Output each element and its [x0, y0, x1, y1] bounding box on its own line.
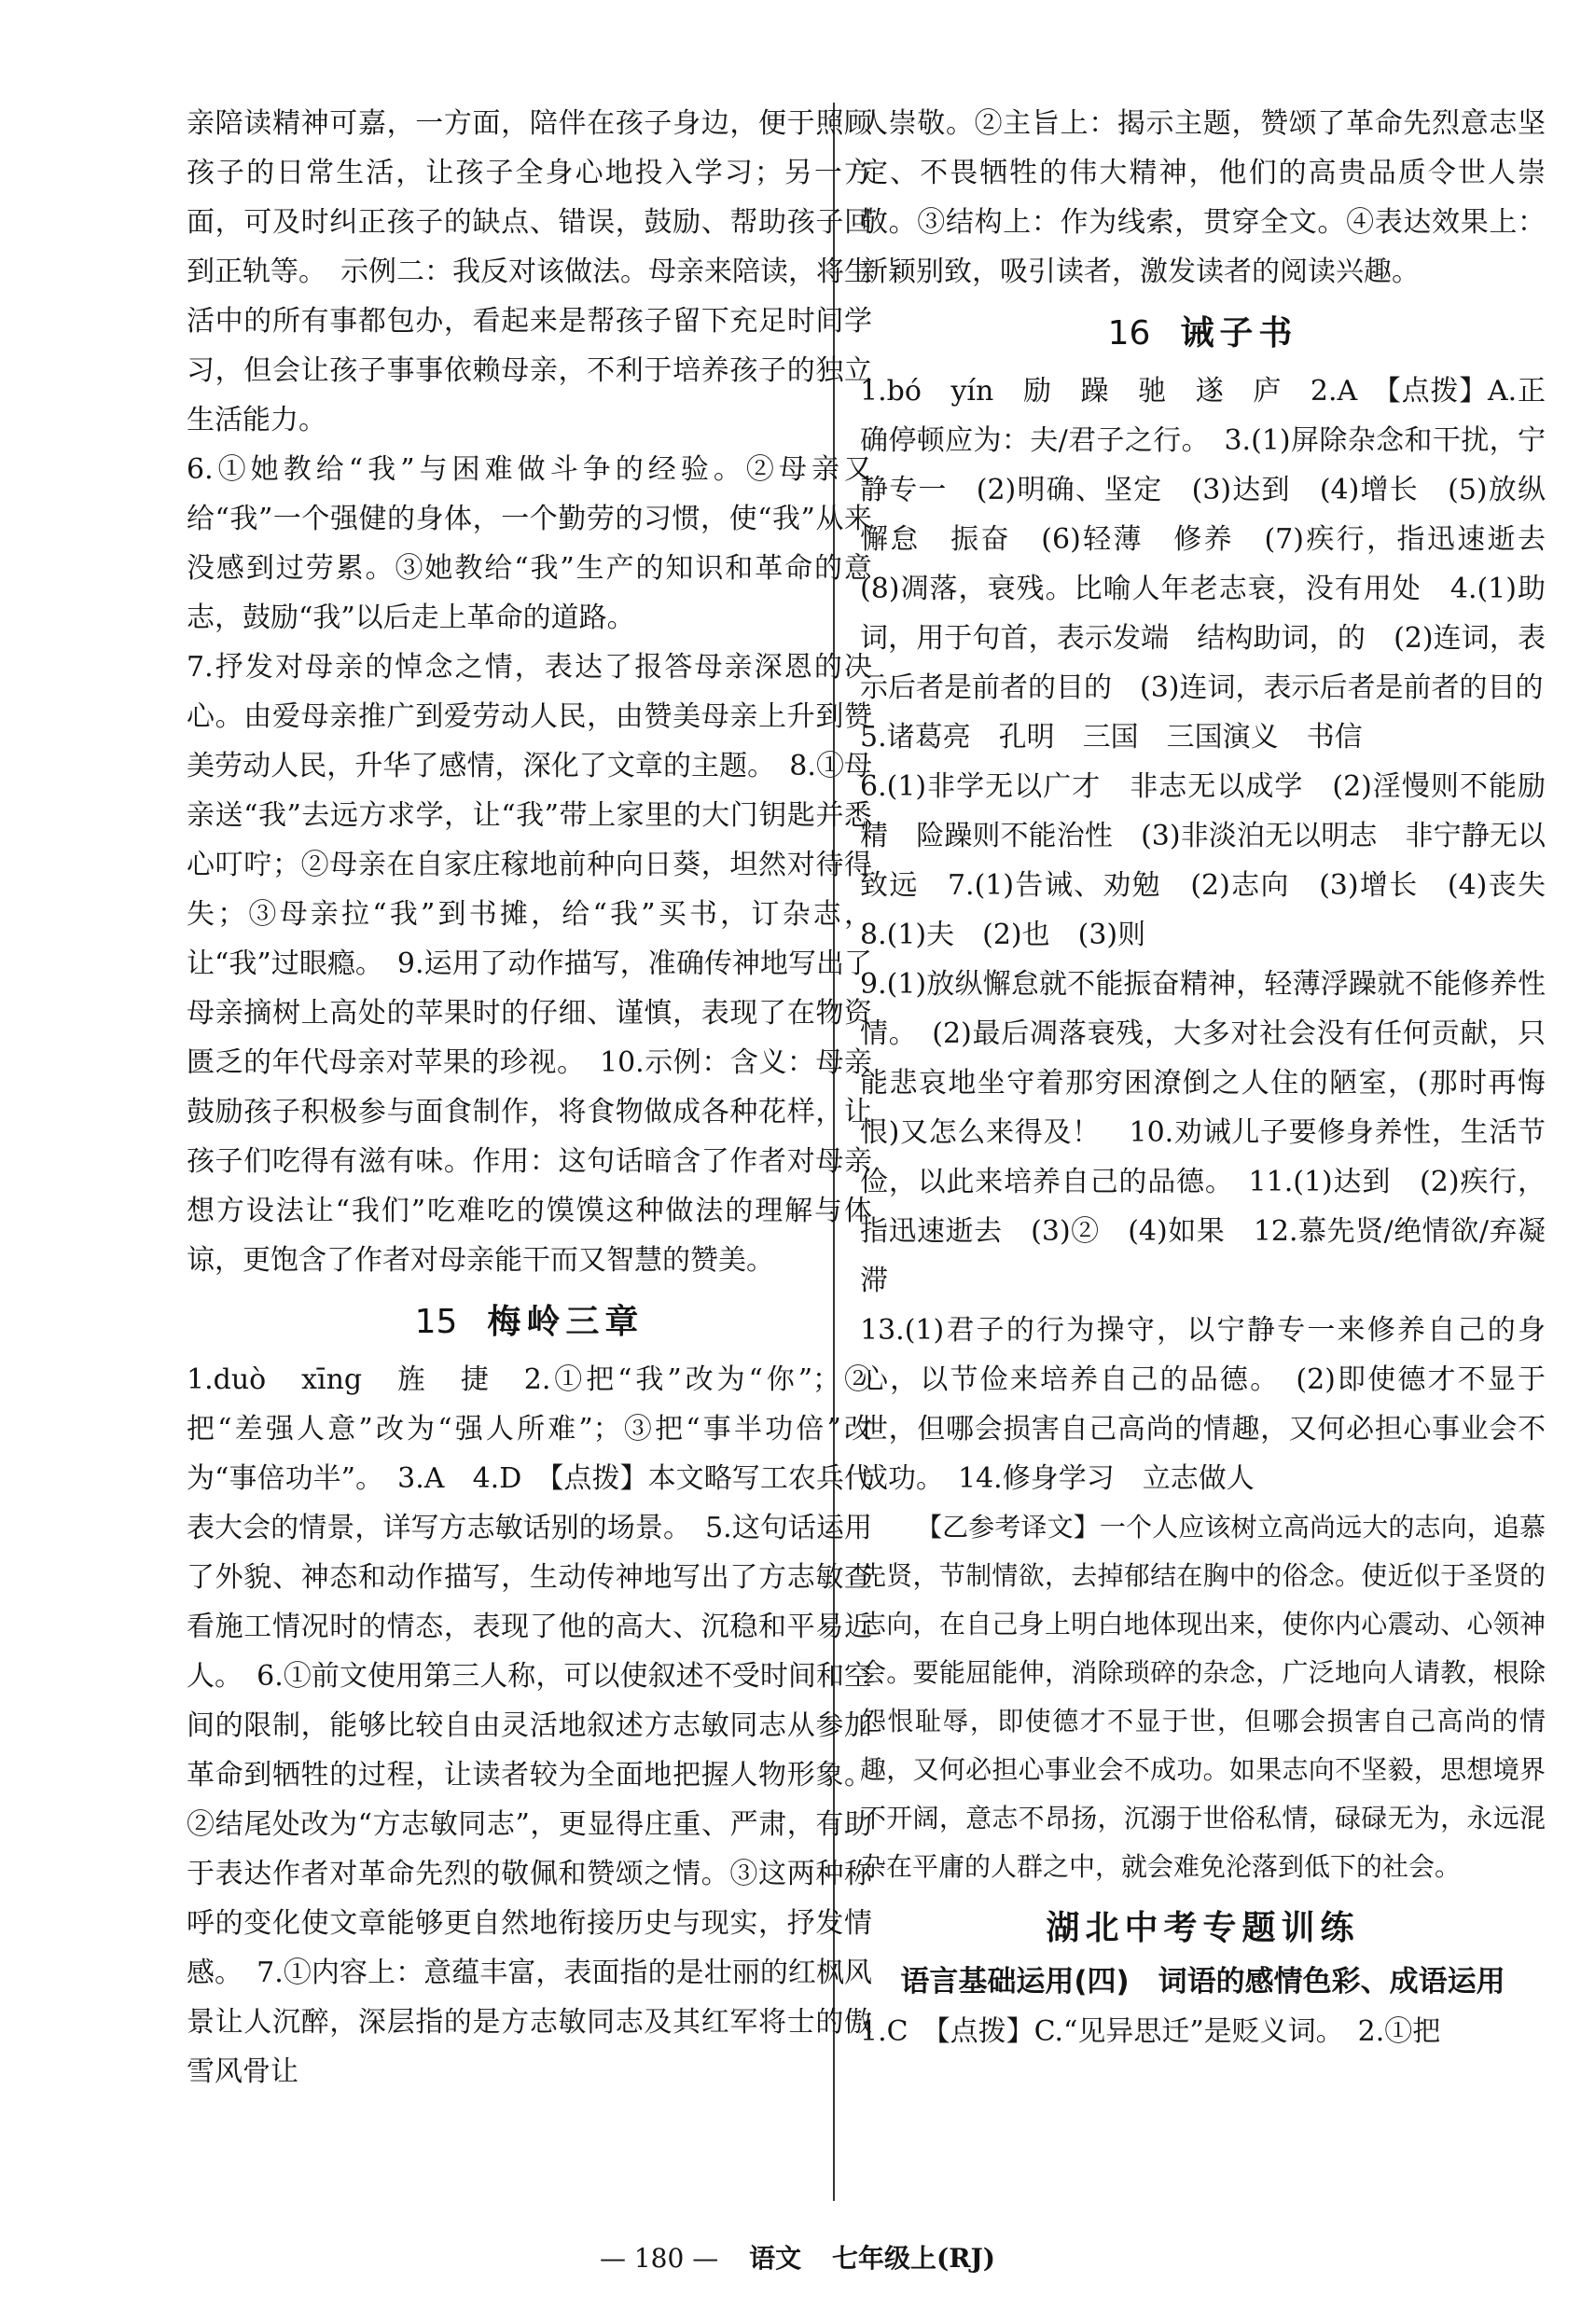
right-column — [860, 99, 1574, 2056]
footer-subject: 语文 — [749, 2243, 802, 2274]
section-number: 16 — [1107, 314, 1151, 353]
section-heading-hubei: 湖北中考专题训练 — [1046, 1908, 1360, 1947]
answer-paragraph: 9.(1)放纵懈怠就不能振奋精神，轻薄浮躁就不能修养性情。 (2)最后凋落衰残，大多对社会没有任何贡献，只能悲哀地坐守着那穷困潦倒之人住的陋室，(那时再悔恨)又怎么来得及！ 10.劝诫儿子要修身养性，生活节俭，以此来培养自己的品德。 11.(1)达到 (2)疾行，指迅速逝去 (3)② (4)如果 12.慕先贤/绝情欲/弃凝滞 — [860, 968, 1546, 1297]
section-title: 诫子书 — [1180, 313, 1298, 353]
answer-paragraph: 7.抒发对母亲的悼念之情，表达了报答母亲深恩的决心。由爱母亲推广到爱劳动人民，由赞美母亲上升到赞美劳动人民，升华了感情，深化了文章的主题。 8.①母亲送“我”去远方求学，让“我”带上家里的大门钥匙并悉心叮咛；②母亲在自家庄稼地前种向日葵，坦然对待得失；③母亲拉“我”到书摊，给“我”买书，订杂志，让“我”过眼瘾。 9.运用了动作描写，准确传神地写出了母亲摘树上高处的苹果时的仔细、谨慎，表现了在物资匮乏的年代母亲对苹果的珍视。 10.示例：含义：母亲鼓励孩子积极参与面食制作，将食物做成各种花样，让孩子们吃得有滋有味。作用：这句话暗含了作者对母亲想方设法让“我们”吃难吃的馍馍这种做法的理解与体谅，更饱含了作者对母亲能干而又智慧的赞美。 — [187, 651, 872, 1277]
section-number: 15 — [414, 1303, 458, 1341]
answer-paragraph: 13.(1)君子的行为操守，以宁静专一来修养自己的身心，以节俭来培养自己的品德。 (2)即使德才不显于世，但哪会损害自己高尚的情趣，又何必担心事业会不成功。 14.修身学习 立志做人 — [860, 1314, 1546, 1495]
answer-paragraph: 5.诸葛亮 孔明 三国 三国演义 书信 — [860, 721, 1363, 754]
section-heading-16 — [860, 310, 1546, 357]
left-column — [187, 99, 872, 2096]
footer-grade: 七年级上(RJ) — [832, 2243, 996, 2274]
translation-paragraph: 【乙参考译文】一个人应该树立高尚远大的志向，追慕先贤，节制情欲，去掉郁结在胸中的俗念。使近似于圣贤的志向，在自己身上明白地体现出来，使你内心震动、心领神会。要能屈能伸，消除琐碎的杂念，广泛地向人请教，根除怨恨耻辱，即使德才不显于世，但哪会损害自己高尚的情趣，又何必担心事业会不成功。如果志向不坚毅，思想境界不开阔，意志不昂扬，沉溺于世俗私情，碌碌无为，永远混杂在平庸的人群之中，就会难免沦落到低下的社会。 — [860, 1512, 1546, 1882]
answer-paragraph: 1.C 【点拨】C.“见异思迁”是贬义词。 2.①把 — [860, 2015, 1441, 2048]
answer-paragraph: 亲陪读精神可嘉，一方面，陪伴在孩子身边，便于照顾孩子的日常生活，让孩子全身心地投入学习；另一方面，可及时纠正孩子的缺点、错误，鼓励、帮助孩子回到正轨等。 示例二：我反对该做法。母亲来陪读，将生活中的所有事都包办，看起来是帮孩子留下充足时间学习，但会让孩子事事依赖母亲，不利于培养孩子的独立生活能力。 — [187, 107, 872, 436]
answer-paragraph: 6.(1)非学无以广才 非志无以成学 (2)淫慢则不能励精 险躁则不能治性 (3)非淡泊无以明志 非宁静无以致远 7.(1)告诫、劝勉 (2)志向 (3)增长 (4)丧失 8.(1)夫 (2)也 (3)则 — [860, 770, 1574, 951]
section-title: 梅岭三章 — [487, 1302, 645, 1341]
page-number: — 180 — — [599, 2243, 719, 2274]
answer-paragraph: 1.duò xīng 旌 捷 2.①把“我”改为“你”；②把“差强人意”改为“强人所难”；③把“事半功倍”改为“事倍功半”。 3.A 4.D 【点拨】本文略写工农兵代表大会的情景，详写方志敏话别的场景。 5.这句话运用了外貌、神态和动作描写，生动传神地写出了方志敏查看施工情况时的情态，表现了他的高大、沉稳和平易近人。 6.①前文使用第三人称，可以使叙述不受时间和空间的限制，能够比较自由灵活地叙述方志敏同志从参加革命到牺牲的过程，让读者较为全面地把握人物形象。②结尾处改为“方志敏同志”，更显得庄重、严肃，有助于表达作者对革命先烈的敬佩和赞颂之情。③这两种称呼的变化使文章能够更自然地衔接历史与现实，抒发情感。 7.①内容上：意蕴丰富，表面指的是壮丽的红枫风景让人沉醉，深层指的是方志敏同志及其红军将士的傲雪风骨让 — [187, 1363, 872, 2088]
subsection-heading: 语言基础运用(四) 词语的感情色彩、成语运用 — [900, 1965, 1505, 1999]
page-footer — [0, 2238, 1595, 2276]
answer-paragraph: 人崇敬。②主旨上：揭示主题，赞颂了革命先烈意志坚定、不畏牺牲的伟大精神，他们的高贵品质令世人崇敬。③结构上：作为线索，贯穿全文。④表达效果上：新颖别致，吸引读者，激发读者的阅读兴趣。 — [860, 107, 1546, 288]
section-heading-15 — [187, 1298, 872, 1346]
answer-paragraph: 1.bó yín 励 躁 驰 遂 庐 2.A 【点拨】A.正确停顿应为：夫/君子之行。 3.(1)屏除杂念和干扰，宁静专一 (2)明确、坚定 (3)达到 (4)增长 (5)放纵懈怠 振奋 (6)轻薄 修养 (7)疾行，指迅速逝去 (8)凋落，衰残。比喻人年老志衰，没有用处 4.(1)助词，用于句首，表示发端 结构助词，的 (2)连词，表示后者是前者的目的 (3)连词，表示后者是前者的目的 — [860, 375, 1574, 704]
answer-paragraph: 6.①她教给“我”与困难做斗争的经验。②母亲又给“我”一个强健的身体，一个勤劳的习惯，使“我”从来没感到过劳累。③她教给“我”生产的知识和革命的意志，鼓励“我”以后走上革命的道路。 — [187, 453, 872, 634]
